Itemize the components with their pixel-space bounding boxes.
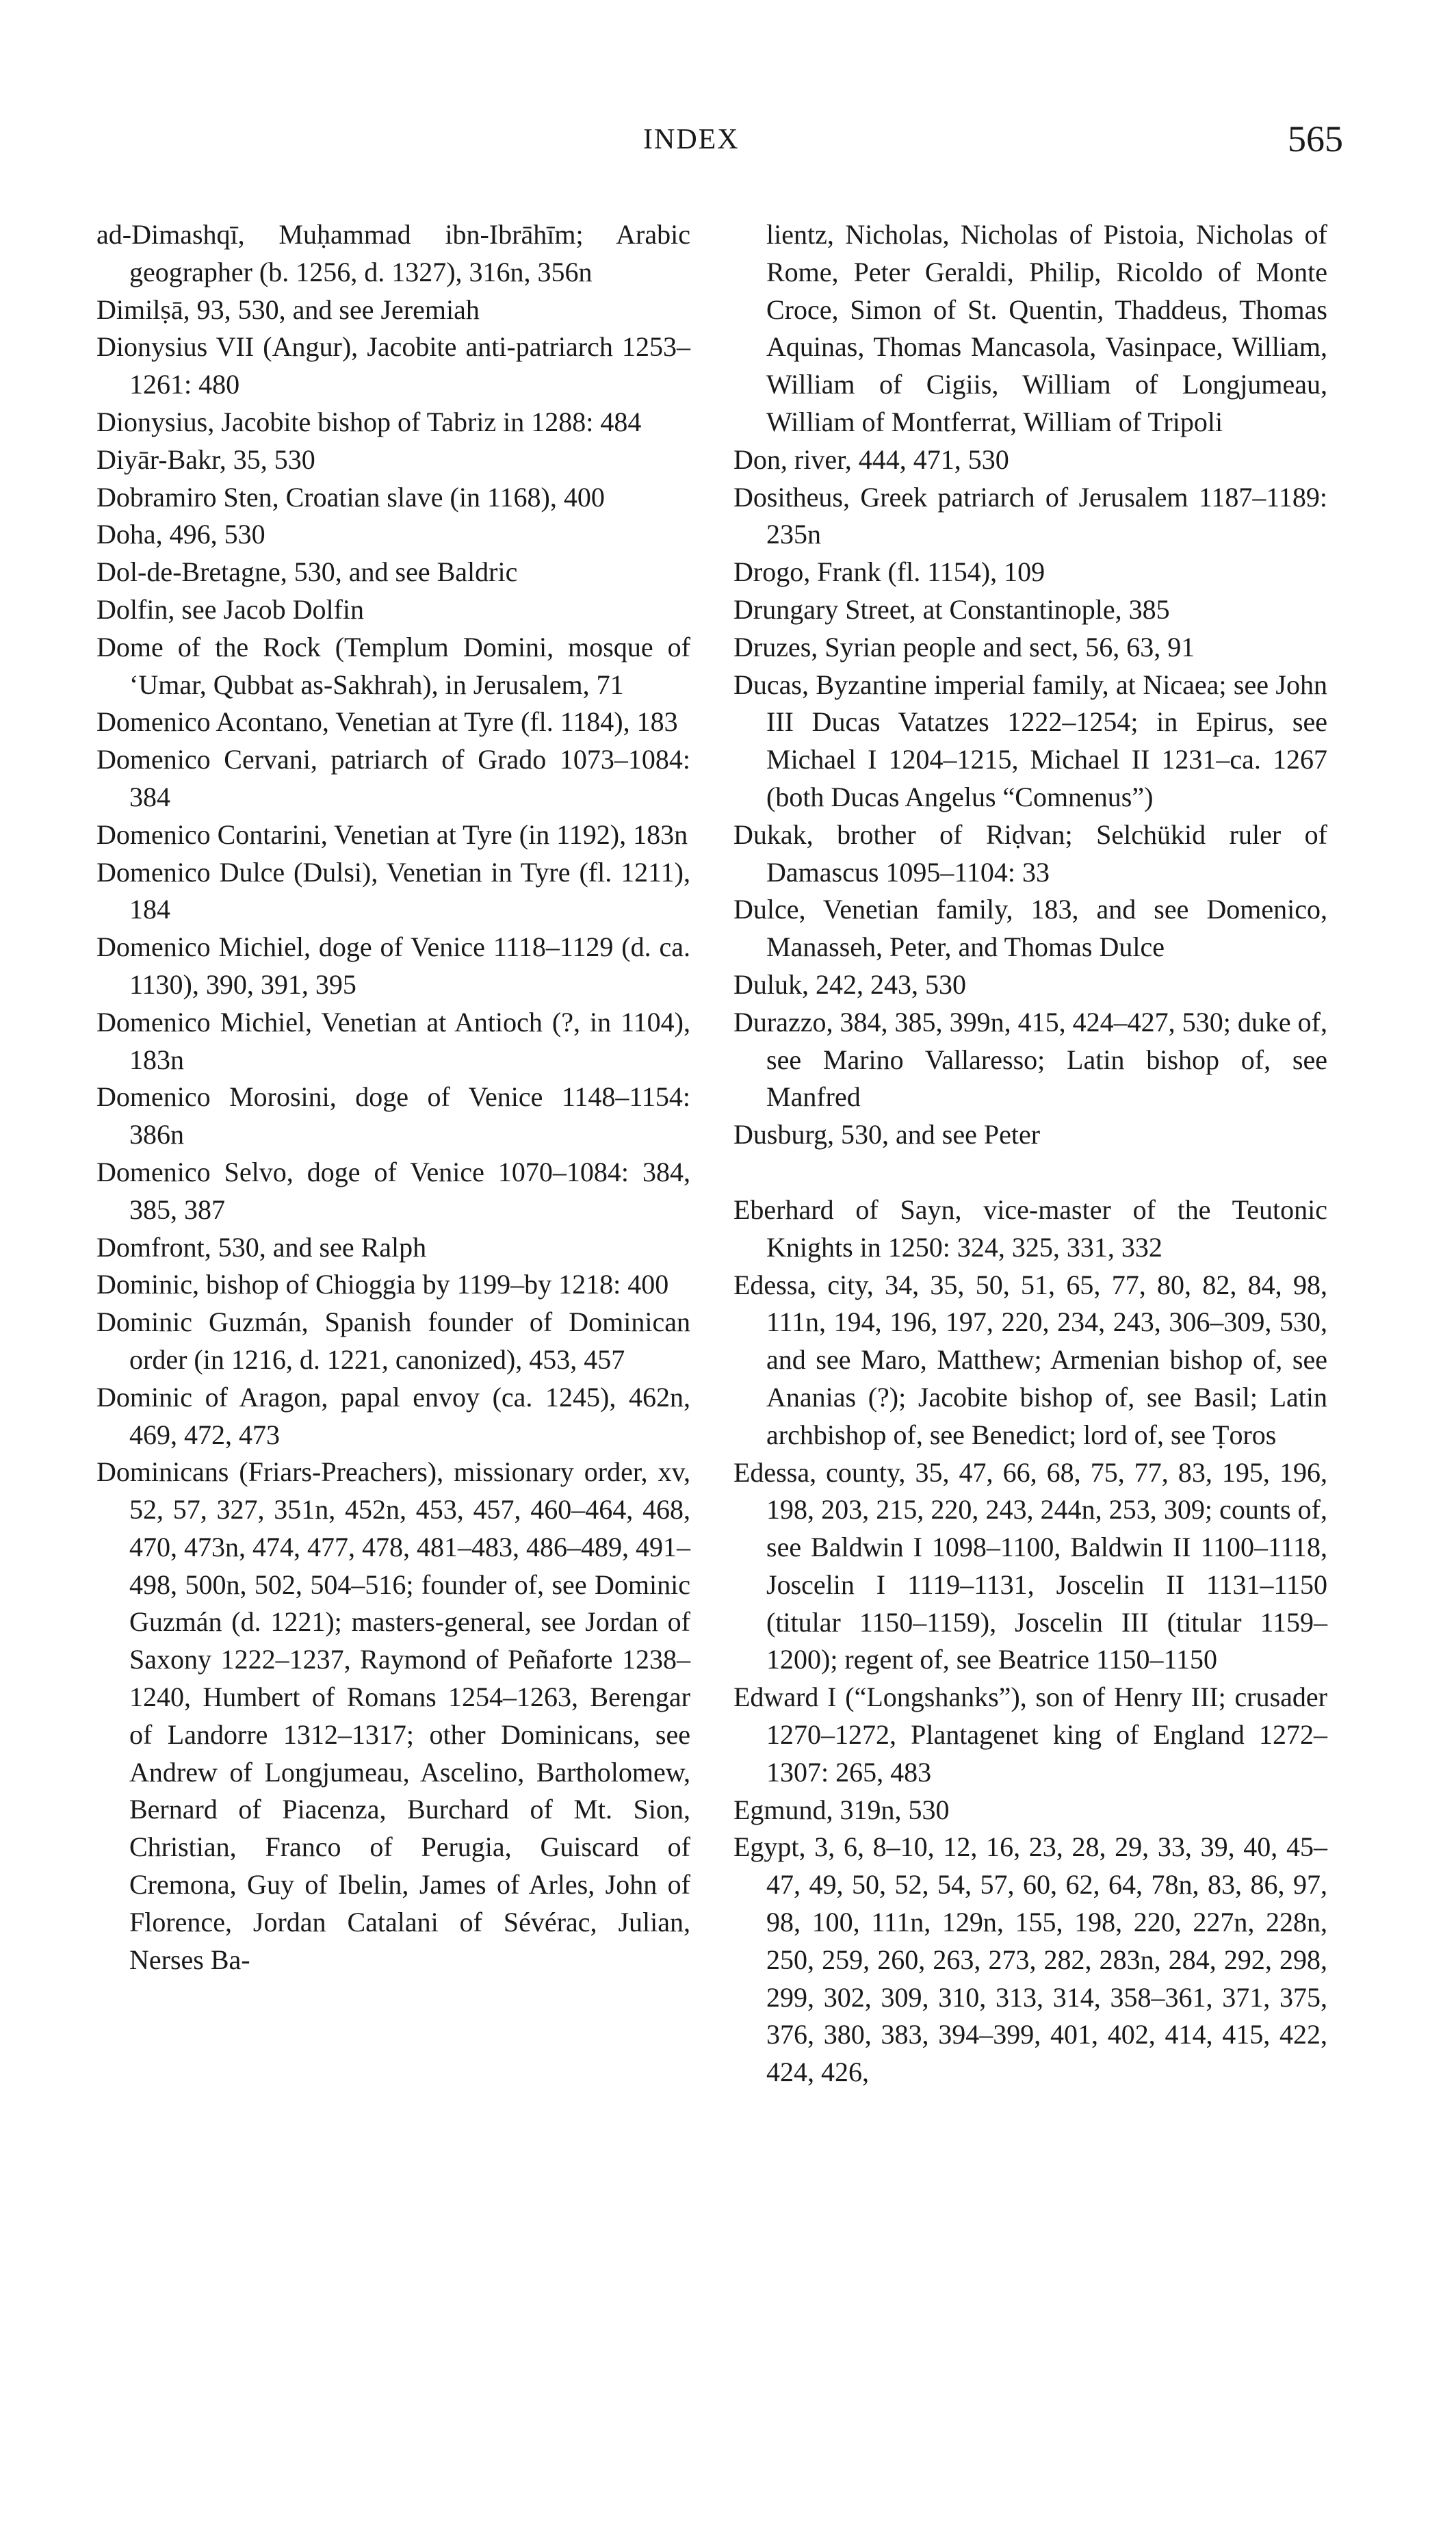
index-entry: Diyār-Bakr, 35, 530 [96, 443, 315, 475]
index-entry: Doha, 496, 530 [96, 519, 265, 550]
index-entry: Duluk, 242, 243, 530 [733, 968, 966, 1000]
index-entry: Eberhard of Sayn, vice-master of the Teutonic Knights in 1250: 324, 325, 331, 332 [733, 1194, 1327, 1263]
index-entry: Dominic of Aragon, papal envoy (ca. 1245), 462n, 469, 472, 473 [96, 1381, 690, 1450]
index-entry: Dome of the Rock (Templum Domini, mosque of ‘Umar, Qubbat as-Sakhrah), in Jerusalem, 71 [96, 631, 690, 700]
index-entry: ad-Dimashqī, Muḥammad ibn-Ibrāhīm; Arabic geographer (b. 1256, d. 1327), 316n, 356n [96, 219, 690, 287]
index-entry: Dobramiro Sten, Croatian slave (in 1168), 400 [96, 481, 605, 513]
running-title: INDEX [643, 124, 740, 155]
index-entry: Edward I (“Longshanks”), son of Henry III; crusader 1270–1272, Plantagenet king of England 1272–1307: 265, 483 [733, 1682, 1327, 1788]
index-entry: Dionysius, Jacobite bishop of Tabriz in 1288: 484 [96, 406, 642, 437]
index-entry: Egmund, 319n, 530 [733, 1794, 950, 1825]
running-header [0, 118, 1456, 166]
index-entry: Dominic Guzmán, Spanish founder of Dominican order (in 1216, d. 1221, canonized), 453, 457 [96, 1306, 690, 1375]
index-entry: Edessa, county, 35, 47, 66, 68, 75, 77, 83, 195, 196, 198, 203, 215, 220, 243, 244n, 253, 309; counts of, see Baldwin I 1098–1100, Baldwin II 1100–1118, Joscelin I 1119–1131, Joscelin II 1131–1150 (titular 1150–1159), Joscelin III (titular 1159–1200); regent of, see Beatrice 1150–1150 [733, 1456, 1327, 1675]
index-entry: Domfront, 530, and see Ralph [96, 1231, 427, 1263]
letter-section-divider [733, 1154, 1327, 1192]
index-entry: Durazzo, 384, 385, 399n, 415, 424–427, 530; duke of, see Marino Vallaresso; Latin bishop of, see Manfred [733, 1006, 1327, 1113]
index-entry: Dol-de-Bretagne, 530, and see Baldric [96, 556, 518, 588]
index-entry: Domenico Cervani, patriarch of Grado 1073–1084: 384 [96, 744, 690, 812]
index-entry: Domenico Michiel, Venetian at Antioch (?, in 1104), 183n [96, 1006, 690, 1075]
index-entry: Dionysius VII (Angur), Jacobite anti-patriarch 1253–1261: 480 [96, 331, 690, 400]
index-entry: Dukak, brother of Riḍvan; Selchükid ruler of Damascus 1095–1104: 33 [733, 819, 1327, 888]
index-entry: Domenico Morosini, doge of Venice 1148–1154: 386n [96, 1081, 690, 1150]
index-entry: Domenico Michiel, doge of Venice 1118–1129 (d. ca. 1130), 390, 391, 395 [96, 931, 690, 1000]
index-entry: Dolfin, see Jacob Dolfin [96, 593, 365, 625]
index-entry: Ducas, Byzantine imperial family, at Nicaea; see John III Ducas Vatatzes 1222–1254; in Epirus, see Michael I 1204–1215, Michael II 1231–ca. 1267 (both Ducas Angelus “Comnenus”) [733, 669, 1327, 812]
index-column-right [733, 216, 1327, 2091]
index-entry: Egypt, 3, 6, 8–10, 12, 16, 23, 28, 29, 33, 39, 40, 45–47, 49, 50, 52, 54, 57, 60, 62, 64, 78n, 83, 86, 97, 98, 100, 111n, 129n, 155, 198, 220, 227n, 228n, 250, 259, 260, 263, 273, 282, 283n, 284, 292, 298, 299, 302, 309, 310, 313, 314, 358–361, 371, 375, 376, 380, 383, 394–399, 401, 402, 414, 415, 422, 424, 426, [733, 1831, 1327, 2088]
index-entry: Domenico Dulce (Dulsi), Venetian in Tyre (fl. 1211), 184 [96, 856, 690, 925]
index-entry: Dositheus, Greek patriarch of Jerusalem 1187–1189: 235n [733, 481, 1327, 550]
index-entry: Dimilṣā, 93, 530, and see Jeremiah [96, 294, 480, 325]
index-entry: Druzes, Syrian people and sect, 56, 63, 91 [733, 631, 1195, 662]
index-entry: Drungary Street, at Constantinople, 385 [733, 593, 1170, 625]
index-entry: Dominicans (Friars-Preachers), missionary order, xv, 52, 57, 327, 351n, 452n, 453, 457, 460–464, 468, 470, 473n, 474, 477, 478, 481–483, 486–489, 491–498, 500n, 502, 504–516; founder of, see Dominic Guzmán (d. 1221); masters-general, see Jordan of Saxony 1222–1237, Raymond of Peñaforte 1238–1240, Humbert of Romans 1254–1263, Berengar of Landorre 1312–1317; other Dominicans, see Andrew of Longjumeau, Ascelino, Bartholomew, Bernard of Piacenza, Burchard of Mt. Sion, Christian, Franco of Perugia, Guiscard of Cremona, Guy of Ibelin, James of Arles, John of Florence, Jordan Catalani of Sévérac, Julian, Nerses Ba- [96, 1456, 690, 1975]
index-entry: Don, river, 444, 471, 530 [733, 443, 1009, 475]
index-column-left [96, 216, 690, 1979]
index-entry-continuation: lientz, Nicholas, Nicholas of Pistoia, Nicholas of Rome, Peter Geraldi, Philip, Ricoldo of Monte Croce, Simon of St. Quentin, Thaddeus, Thomas Aquinas, Thomas Mancasola, Vasinpace, William, William of Cigiis, William of Longjumeau, William of Montferrat, William of Tripoli [766, 219, 1327, 437]
index-entry: Drogo, Frank (fl. 1154), 109 [733, 556, 1045, 588]
index-entry: Dominic, bishop of Chioggia by 1199–by 1218: 400 [96, 1269, 669, 1300]
index-entry: Edessa, city, 34, 35, 50, 51, 65, 77, 80, 82, 84, 98, 111n, 194, 196, 197, 220, 234, 243, 306–309, 530, and see Maro, Matthew; Armenian bishop of, see Ananias (?); Jacobite bishop of, see Basil; Latin archbishop of, see Benedict; lord of, see Ṭoros [733, 1269, 1327, 1450]
page-number: 565 [1288, 118, 1343, 159]
index-entry: Dusburg, 530, and see Peter [733, 1119, 1041, 1150]
index-entry: Domenico Contarini, Venetian at Tyre (in 1192), 183n [96, 819, 688, 850]
index-entry: Domenico Acontano, Venetian at Tyre (fl. 1184), 183 [96, 706, 678, 738]
index-entry: Dulce, Venetian family, 183, and see Domenico, Manasseh, Peter, and Thomas Dulce [733, 894, 1327, 963]
index-entry: Domenico Selvo, doge of Venice 1070–1084: 384, 385, 387 [96, 1156, 690, 1225]
